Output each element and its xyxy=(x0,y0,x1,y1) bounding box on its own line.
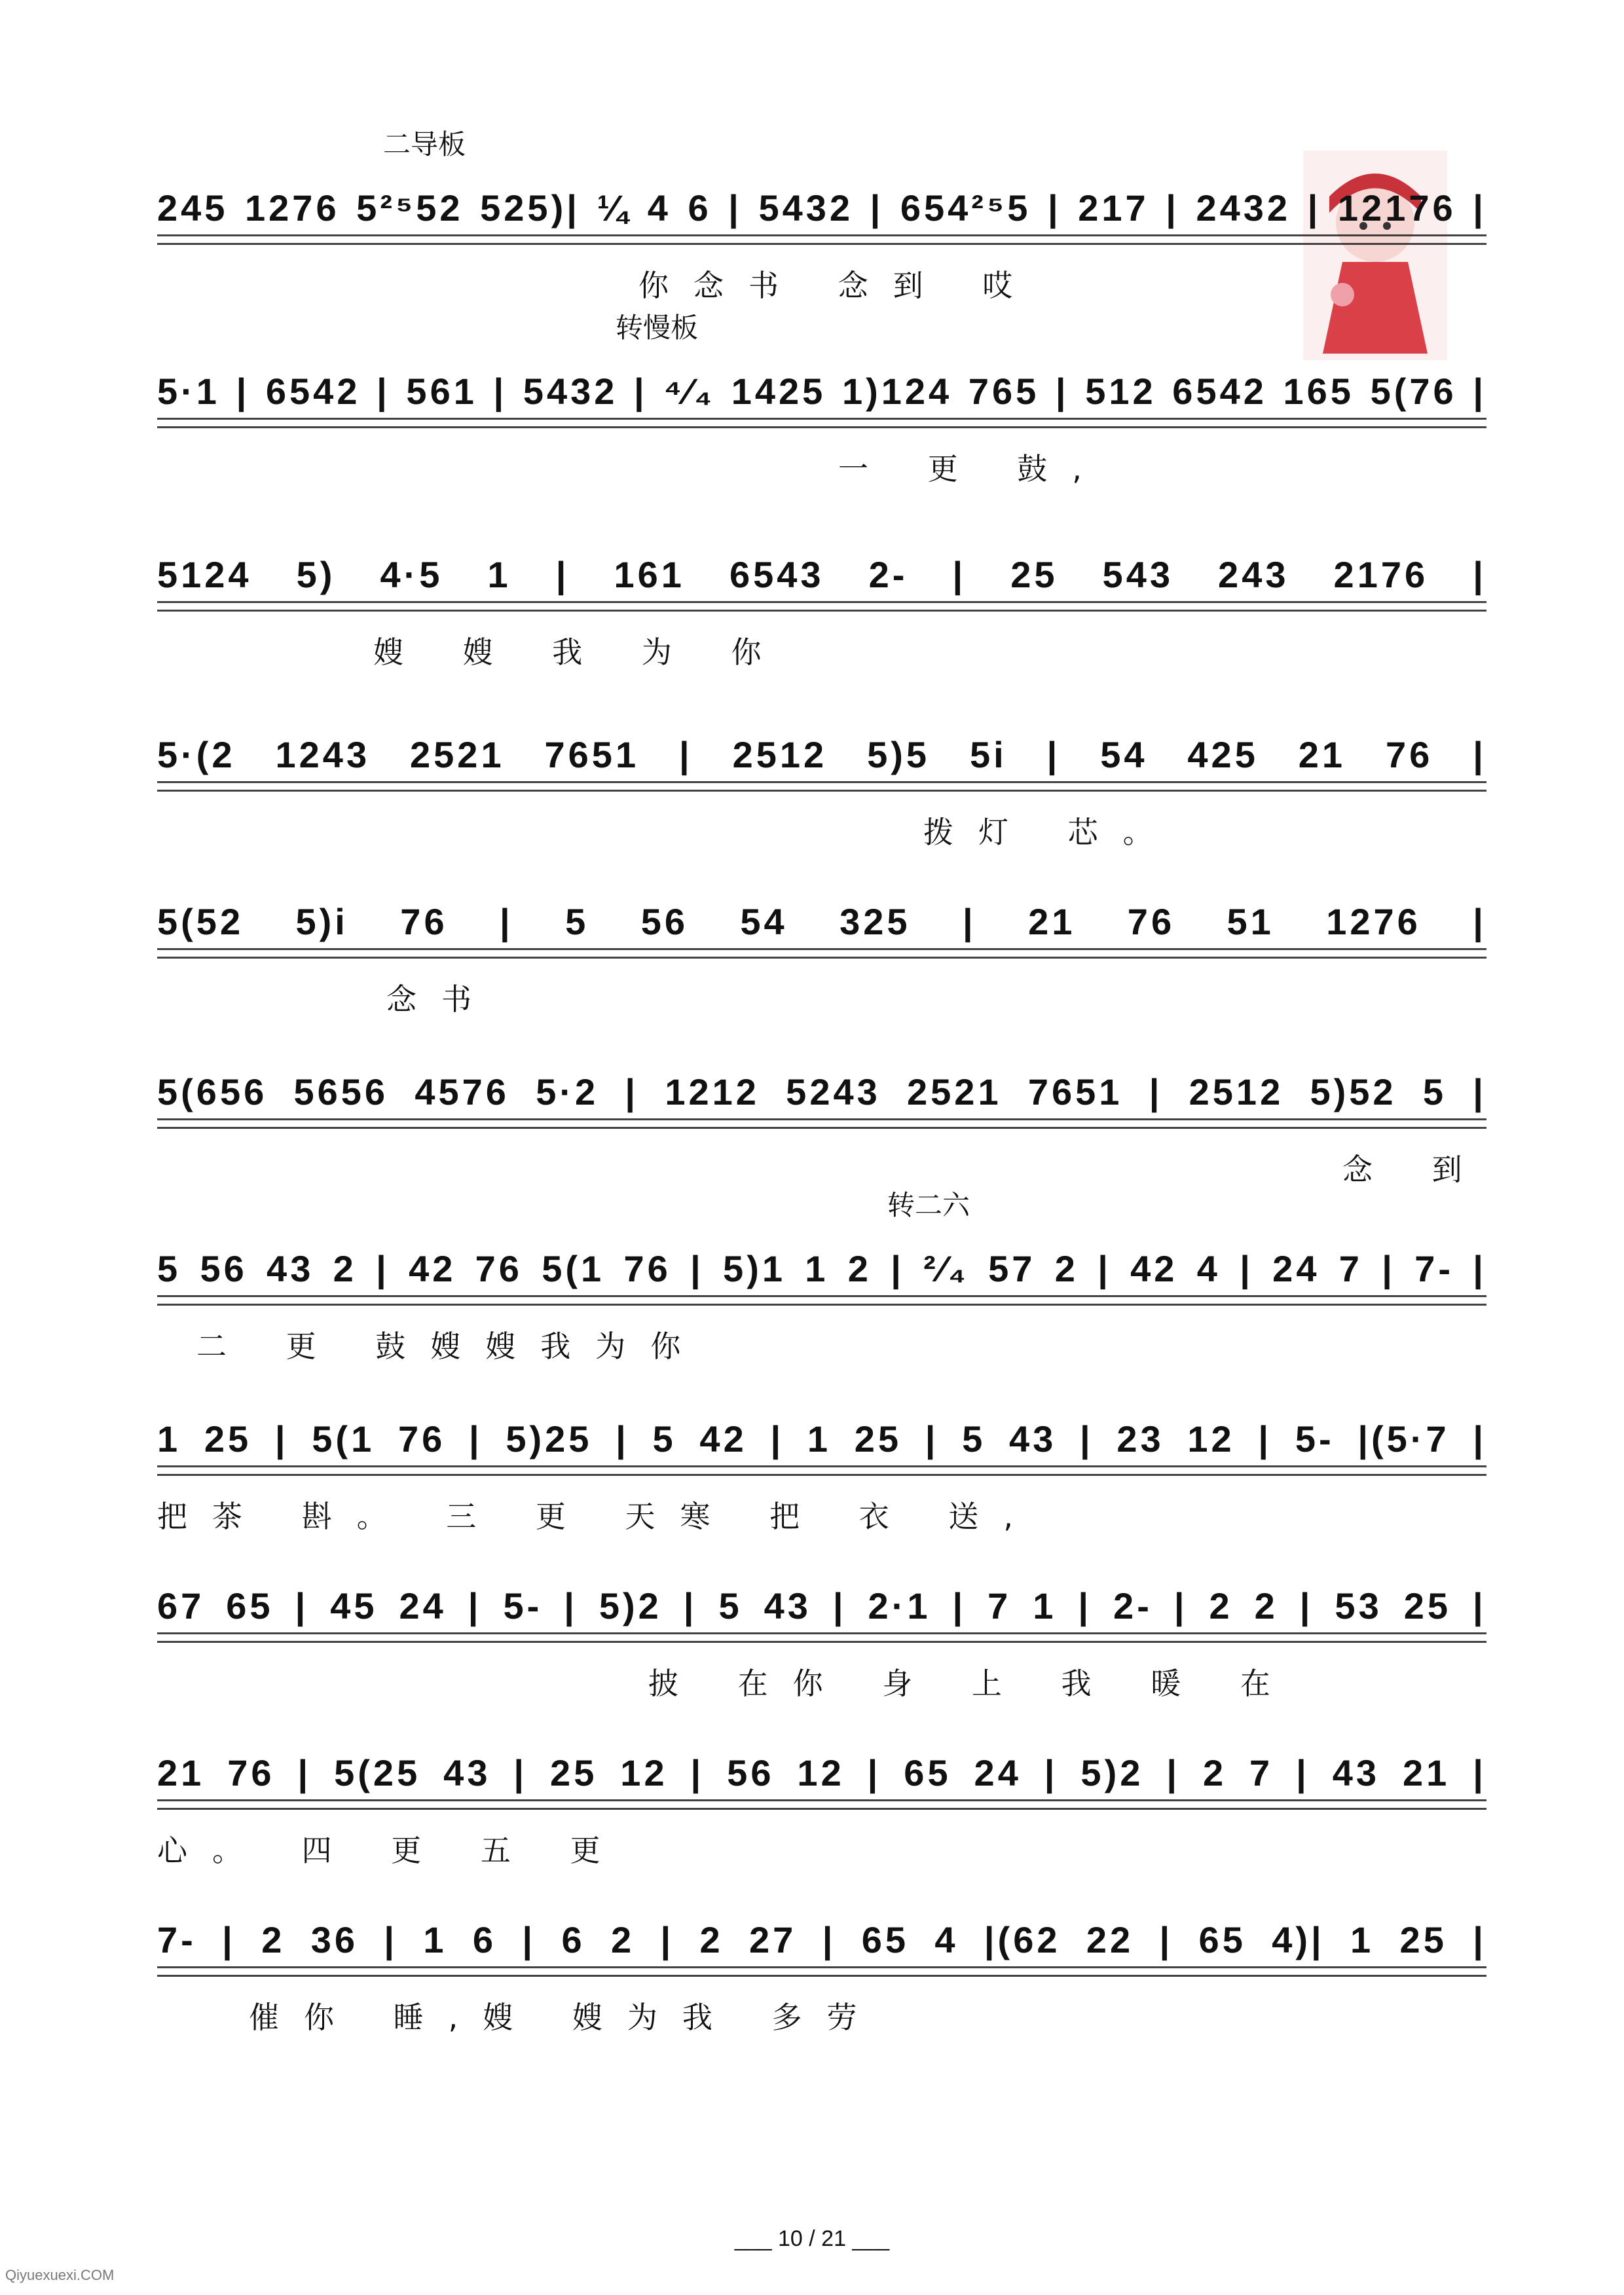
notation-group: 76 xyxy=(397,1418,446,1460)
notation-group: |(5·7 xyxy=(1357,1418,1450,1460)
notation-group: 42 xyxy=(1130,1248,1178,1289)
notation-group: 7 xyxy=(1249,1752,1274,1793)
notation-group: 5·2 xyxy=(536,1071,599,1112)
notation-group: ²⁄₄ xyxy=(923,1248,969,1289)
notation-group: 27 xyxy=(749,1919,797,1960)
notation-group: 67 xyxy=(157,1585,205,1626)
notation-group: | xyxy=(522,1919,536,1960)
notation-group: 65 xyxy=(226,1585,274,1626)
notation-group: 21 xyxy=(1298,734,1346,775)
notation-group: 65 xyxy=(904,1752,951,1793)
notation-line xyxy=(157,1581,1486,1627)
notation-group: 42 xyxy=(699,1418,747,1460)
notation-group: | xyxy=(1473,1752,1486,1793)
notation-line xyxy=(157,897,1486,943)
notation-group: 5(76 xyxy=(1370,371,1457,412)
notation-group: 512 xyxy=(1085,371,1156,412)
notation-group: 5·(2 xyxy=(157,734,236,775)
notation-group: 22 xyxy=(1086,1919,1134,1960)
notation-group: 43 xyxy=(267,1248,314,1289)
notation-group: 24 xyxy=(399,1585,447,1626)
notation-group: 2 xyxy=(1254,1585,1278,1626)
notation-group: 56 xyxy=(200,1248,248,1289)
notation-group: 24 xyxy=(974,1752,1022,1793)
lyrics-line: 催你 睡,嫂 嫂为我 多劳 xyxy=(249,2000,882,2035)
notation-group: 217 xyxy=(1078,187,1149,229)
notation-group: 1 xyxy=(1033,1585,1057,1626)
underline-beam xyxy=(157,1295,1486,1306)
notation-group: | xyxy=(377,371,390,412)
notation-group: 161 xyxy=(614,554,685,595)
notation-group: 5)25 xyxy=(506,1418,593,1460)
page-number: ___ 10 / 21 ___ xyxy=(734,2226,890,2251)
notation-group: 5 xyxy=(718,1585,743,1626)
notation-group: 43 xyxy=(1332,1752,1380,1793)
notation-group: 6 xyxy=(561,1919,585,1960)
notation-group: 45 xyxy=(330,1585,378,1626)
notation-group: 2 xyxy=(1209,1585,1233,1626)
score-row-5 xyxy=(157,897,1486,1067)
notation-group: | xyxy=(1166,187,1179,229)
score-row-10 xyxy=(157,1748,1486,1919)
notation-group: ¼ xyxy=(597,187,631,229)
notation-group: 2 xyxy=(610,1919,635,1960)
lyrics-line: 拨灯 芯。 xyxy=(923,815,1178,850)
notation-group: 25 xyxy=(1403,1585,1451,1626)
notation-group: | xyxy=(867,1752,881,1793)
lyrics-line: 把茶 斟。 三 更 天寒 把 衣 送, xyxy=(157,1499,1038,1534)
notation-group: 4·5 xyxy=(380,554,443,595)
notation-group: 1 xyxy=(805,1248,829,1289)
notation-group: | xyxy=(1382,1248,1395,1289)
notation-group: 2 xyxy=(1202,1752,1227,1793)
notation-group: | xyxy=(1159,1919,1173,1960)
notation-group: ⁴⁄₄ xyxy=(663,371,716,412)
notation-group: 21 xyxy=(1028,901,1076,942)
notation-line xyxy=(157,1748,1486,1794)
notation-group: | xyxy=(690,1248,704,1289)
notation-group: | xyxy=(295,1585,309,1626)
score-row-2 xyxy=(157,312,1486,537)
notation-group: 21 xyxy=(157,1752,205,1793)
notation-group: 1276 xyxy=(245,187,340,229)
underline-beam xyxy=(157,781,1486,792)
notation-group: 2- xyxy=(1113,1585,1153,1626)
notation-group: | xyxy=(1472,1585,1486,1626)
notation-group: | xyxy=(384,1919,398,1960)
notation-group: 25 xyxy=(1399,1919,1447,1960)
notation-group: 2512 xyxy=(732,734,828,775)
notation-group: | xyxy=(1047,187,1061,229)
notation-group: 57 xyxy=(988,1248,1036,1289)
notation-group: 2 xyxy=(847,1248,872,1289)
notation-group: 7651 xyxy=(544,734,640,775)
notation-group: | xyxy=(728,187,742,229)
notation-group: | xyxy=(1473,1919,1486,1960)
notation-group: | xyxy=(1149,1071,1163,1112)
notation-group: | xyxy=(1473,1071,1486,1112)
notation-group: | xyxy=(822,1919,836,1960)
notation-group: 2 xyxy=(261,1919,286,1960)
notation-group: 36 xyxy=(310,1919,358,1960)
notation-group: 65 xyxy=(861,1919,910,1960)
tempo-marking: 转慢板 xyxy=(616,312,699,344)
notation-group: 5)1 xyxy=(723,1248,786,1289)
notation-group: 53 xyxy=(1335,1585,1382,1626)
notation-group: 42 xyxy=(409,1248,456,1289)
underline-beam xyxy=(157,948,1486,959)
notation-group: 2 xyxy=(333,1248,357,1289)
score-row-1 xyxy=(157,128,1486,354)
notation-group: 1243 xyxy=(275,734,371,775)
notation-group: | xyxy=(1307,187,1321,229)
lyrics-line: 念 到 xyxy=(1342,1152,1487,1187)
notation-group: 2432 xyxy=(1196,187,1291,229)
notation-group: 5)2 xyxy=(1080,1752,1144,1793)
notation-group: 5·1 xyxy=(157,371,220,412)
notation-group: | xyxy=(870,187,884,229)
notation-group: 5(1 xyxy=(542,1248,605,1289)
notation-line xyxy=(157,1067,1486,1113)
notation-group: 1276 xyxy=(1326,901,1421,942)
notation-line xyxy=(157,730,1486,776)
notation-group: 5- xyxy=(1295,1418,1335,1460)
notation-group: 7 xyxy=(987,1585,1012,1626)
notation-group: 6543 xyxy=(729,554,824,595)
notation-group: 5243 xyxy=(786,1071,881,1112)
notation-group: | xyxy=(1173,1585,1188,1626)
notation-group: | xyxy=(1296,1752,1310,1793)
notation-group: | xyxy=(891,1248,904,1289)
notation-group: 245 xyxy=(157,187,229,229)
notation-line xyxy=(157,1414,1486,1460)
notation-group: | xyxy=(297,1752,312,1793)
notation-group: 2- xyxy=(868,554,908,595)
notation-group: 1 xyxy=(487,554,511,595)
notation-group: 5432 xyxy=(523,371,618,412)
notation-group: 2 xyxy=(699,1919,724,1960)
notation-group: | xyxy=(1078,1585,1092,1626)
notation-group: | xyxy=(376,1248,390,1289)
notation-group: 1425 xyxy=(731,371,826,412)
notation-group: 325 xyxy=(840,901,911,942)
score-row-9 xyxy=(157,1581,1486,1752)
notation-group: 5 xyxy=(962,1418,986,1460)
notation-group: | xyxy=(1166,1752,1180,1793)
notation-group: 24 xyxy=(1272,1248,1320,1289)
notation-group: 2·1 xyxy=(868,1585,931,1626)
notation-group: 6 xyxy=(688,187,712,229)
notation-group: 5 xyxy=(157,1248,181,1289)
notation-group: | xyxy=(1055,371,1069,412)
notation-group: 76 xyxy=(1385,734,1433,775)
notation-group: 165 xyxy=(1283,371,1354,412)
notation-group: 56 xyxy=(727,1752,775,1793)
notation-group: 425 xyxy=(1187,734,1259,775)
underline-beam xyxy=(157,1465,1486,1476)
notation-group: 5(656 xyxy=(157,1071,268,1112)
notation-group: 76 xyxy=(227,1752,275,1793)
notation-group: 5(25 xyxy=(334,1752,421,1793)
notation-group: 76 xyxy=(1127,901,1175,942)
notation-group: | xyxy=(1473,1248,1486,1289)
notation-group: 5)52 xyxy=(1310,1071,1397,1112)
notation-group: | xyxy=(634,371,648,412)
lyrics-line: 念书 xyxy=(386,982,496,1017)
notation-group: | xyxy=(555,554,570,595)
notation-group: | xyxy=(1473,187,1486,229)
notation-group: 2512 xyxy=(1189,1071,1284,1112)
notation-group: 5- xyxy=(503,1585,543,1626)
score-row-6 xyxy=(157,1067,1486,1238)
notation-group: 561 xyxy=(406,371,477,412)
notation-group: | xyxy=(493,371,507,412)
notation-group: | xyxy=(274,1418,289,1460)
notation-group: | xyxy=(1299,1585,1314,1626)
notation-group: 4576 xyxy=(415,1071,509,1112)
notation-group: 25 xyxy=(550,1752,598,1793)
notation-group: | xyxy=(683,1585,697,1626)
notation-line xyxy=(157,367,1486,413)
notation-group: | xyxy=(690,1752,705,1793)
watermark: Qiyuexuexi.COM xyxy=(5,2267,115,2283)
score-row-7 xyxy=(157,1189,1486,1414)
notation-group: 76 xyxy=(475,1248,523,1289)
notation-group: | xyxy=(468,1418,483,1460)
notation-group: | xyxy=(513,1752,528,1793)
notation-group: 5 xyxy=(565,901,589,942)
notation-group: 5)5 xyxy=(867,734,931,775)
lyrics-line: 你念书 念到 哎 xyxy=(638,268,1038,303)
notation-line xyxy=(157,550,1486,596)
notation-group: | xyxy=(468,1585,482,1626)
notation-group: | xyxy=(1473,734,1486,775)
notation-group: 654²⁵5 xyxy=(900,187,1031,229)
notation-group: 43 xyxy=(1008,1418,1057,1460)
notation-group: 5)i xyxy=(295,901,348,942)
notation-group: 1 xyxy=(157,1418,181,1460)
notation-group: 765 xyxy=(968,371,1040,412)
notation-group: 6542 xyxy=(265,371,361,412)
score-row-4 xyxy=(157,730,1486,900)
notation-group: | xyxy=(1046,734,1061,775)
notation-group: 5656 xyxy=(293,1071,389,1112)
notation-group: 51 xyxy=(1227,901,1274,942)
underline-beam xyxy=(157,234,1486,245)
notation-line xyxy=(157,1915,1486,1961)
lyrics-line: 一 更 鼓, xyxy=(838,451,1107,487)
notation-group: 1 xyxy=(807,1418,831,1460)
notation-group: 25 xyxy=(1010,554,1058,595)
notation-group: | xyxy=(222,1919,236,1960)
notation-group: 65 xyxy=(1198,1919,1246,1960)
notation-group: 2176 xyxy=(1333,554,1429,595)
lyrics-line: 二 更 鼓嫂嫂我为你 xyxy=(196,1329,706,1364)
notation-group: | xyxy=(925,1418,939,1460)
notation-group: 43 xyxy=(764,1585,811,1626)
notation-group: | xyxy=(952,554,967,595)
notation-group: 1 xyxy=(423,1919,447,1960)
notation-group: 21 xyxy=(1403,1752,1450,1793)
notation-group: 5 xyxy=(652,1418,676,1460)
notation-group: 12176 xyxy=(1337,187,1456,229)
notation-group: | xyxy=(1473,371,1486,412)
notation-group: 5i xyxy=(969,734,1007,775)
notation-group: | xyxy=(770,1418,784,1460)
notation-group: 7- xyxy=(157,1919,196,1960)
underline-beam xyxy=(157,601,1486,612)
notation-group: | xyxy=(962,901,976,942)
notation-group: 12 xyxy=(620,1752,668,1793)
notation-line xyxy=(157,183,1486,229)
notation-group: 1 xyxy=(1350,1919,1375,1960)
notation-group: | xyxy=(1044,1752,1058,1793)
underline-beam xyxy=(157,1118,1486,1129)
notation-group: 5(1 xyxy=(312,1418,375,1460)
notation-group: |(62 xyxy=(984,1919,1061,1960)
notation-group: 5²⁵52 xyxy=(356,187,464,229)
notation-group: | xyxy=(616,1418,629,1460)
notation-group: 2 xyxy=(1054,1248,1079,1289)
notation-group: 5)2 xyxy=(599,1585,662,1626)
notation-group: 25 xyxy=(854,1418,902,1460)
notation-group: 5124 xyxy=(157,554,252,595)
notation-group: | xyxy=(1080,1418,1094,1460)
notation-group: | xyxy=(1473,554,1486,595)
notation-group: 4 xyxy=(647,187,671,229)
notation-group: 6 xyxy=(472,1919,497,1960)
notation-group: 7 xyxy=(1338,1248,1363,1289)
score-row-8 xyxy=(157,1414,1486,1585)
notation-group: 12 xyxy=(1187,1418,1235,1460)
tempo-marking: 转二六 xyxy=(887,1189,970,1221)
notation-group: | xyxy=(1473,901,1486,942)
notation-group: 25 xyxy=(204,1418,252,1460)
notation-group: 6542 xyxy=(1172,371,1267,412)
notation-group: 1)124 xyxy=(841,371,953,412)
notation-group: 12 xyxy=(797,1752,845,1793)
score-row-3 xyxy=(157,550,1486,720)
notation-group: 54 xyxy=(1100,734,1148,775)
lyrics-line: 披 在你 身 上 我 暖 在 xyxy=(648,1666,1295,1701)
notation-group: 7- xyxy=(1414,1248,1454,1289)
notation-group: 4 xyxy=(934,1919,959,1960)
notation-group: | xyxy=(500,901,513,942)
underline-beam xyxy=(157,1632,1486,1643)
notation-line xyxy=(157,1244,1486,1290)
score-row-11 xyxy=(157,1915,1486,2085)
notation-group: 7651 xyxy=(1027,1071,1123,1112)
notation-group: 4)| xyxy=(1272,1919,1325,1960)
lyrics-line: 嫂 嫂 我 为 你 xyxy=(373,634,786,670)
notation-group: | xyxy=(1473,1418,1486,1460)
notation-group: 5(52 xyxy=(157,901,244,942)
notation-group: | xyxy=(1098,1248,1111,1289)
notation-group: | xyxy=(660,1919,674,1960)
notation-group: 525)| xyxy=(480,187,580,229)
notation-group: | xyxy=(236,371,250,412)
notation-group: 5432 xyxy=(758,187,854,229)
notation-group: 2521 xyxy=(410,734,505,775)
notation-group: | xyxy=(564,1585,578,1626)
underline-beam xyxy=(157,1966,1486,1977)
underline-beam xyxy=(157,1799,1486,1810)
notation-group: | xyxy=(1240,1248,1253,1289)
notation-group: 5 xyxy=(1422,1071,1447,1112)
lyrics-line: 心。 四 更 五 更 xyxy=(157,1833,625,1868)
notation-group: 5) xyxy=(296,554,336,595)
tempo-marking: 二导板 xyxy=(383,128,466,160)
notation-group: | xyxy=(1258,1418,1272,1460)
notation-group: | xyxy=(952,1585,967,1626)
notation-group: | xyxy=(625,1071,639,1112)
notation-group: 23 xyxy=(1116,1418,1164,1460)
notation-group: 243 xyxy=(1218,554,1289,595)
notation-group: 1212 xyxy=(665,1071,760,1112)
notation-group: 56 xyxy=(640,901,688,942)
notation-group: | xyxy=(832,1585,847,1626)
notation-group: 54 xyxy=(740,901,788,942)
notation-group: 2521 xyxy=(907,1071,1002,1112)
notation-group: 76 xyxy=(623,1248,671,1289)
notation-group: 543 xyxy=(1102,554,1173,595)
notation-group: | xyxy=(679,734,693,775)
notation-group: 4 xyxy=(1196,1248,1221,1289)
notation-group: 43 xyxy=(443,1752,491,1793)
notation-group: 76 xyxy=(400,901,448,942)
underline-beam xyxy=(157,418,1486,428)
